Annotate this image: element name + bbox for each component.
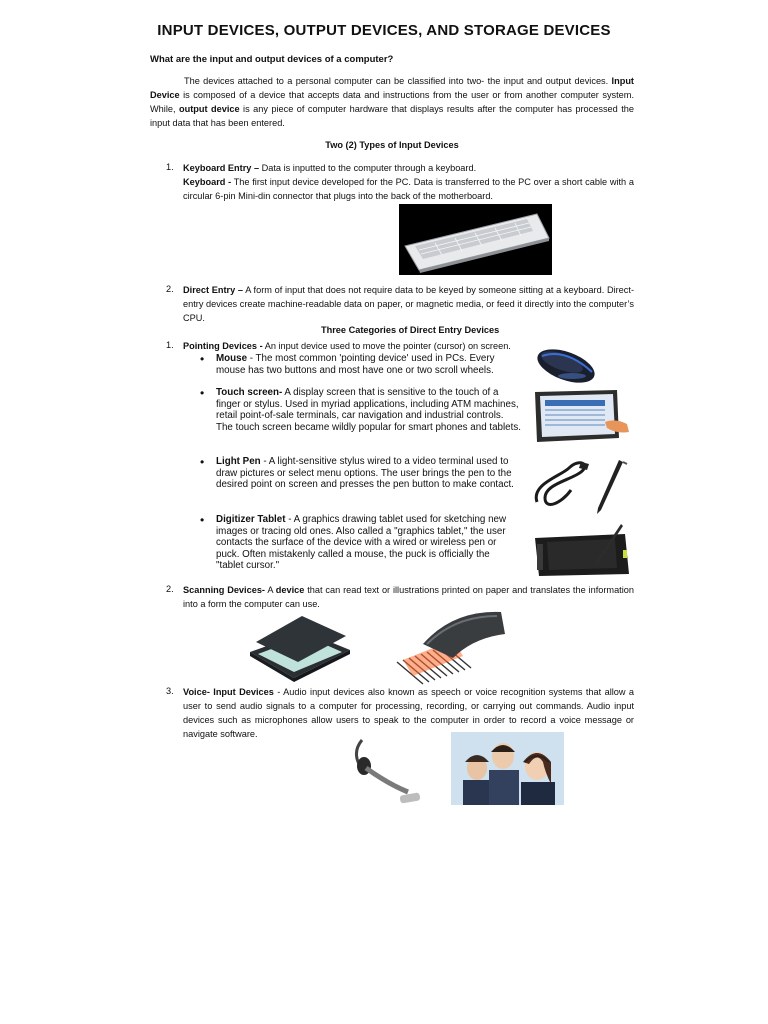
voice-input-item: Voice- Input Devices - Audio input devices also known as speech or voice recognition systems that allow a user to send audio signals to a computer for processing, recording, or carrying out commands. Audio input devices such as microphones allow users to speak to the computer in order to record a voice message or navigate software.: [183, 687, 635, 739]
barcode-scanner-image: [393, 604, 509, 686]
page-title: INPUT DEVICES, OUTPUT DEVICES, AND STORAGE DEVICES: [157, 22, 611, 39]
touch-screen-image: [531, 388, 631, 444]
mouse-image: [532, 342, 598, 386]
pointing-devices-item: Pointing Devices - An input device used to move the pointer (cursor) on screen.: [183, 341, 511, 351]
digitizer-tablet-item: Digitizer Tablet - A graphics drawing tablet used for sketching new images or tracing old ones. Also called a "graphics tablet," the user contacts the surface of the device with a wired or wireless pen or puck. Often mistakenly called a mouse, the puck is officially the "tablet cursor.": [216, 514, 507, 571]
light-pen-image: [531, 454, 631, 520]
touch-screen-item: Touch screen- A display screen that is sensitive to the touch of a finger or stylus. Used in myriad applications, including ATM machines, retail point-of-sale terminals, car navigation and industrial controls. The touch screen became wildly popular for smart phones and tablets.: [216, 387, 521, 433]
keyboard-entry-item: Keyboard Entry – Data is inputted to the computer through a keyboard. Keyboard - The first input device developed for the PC. Data is transferred to the PC over a short cable with a circular 6-pin Mini-din connector that plugs into the back of the motherboard.: [183, 163, 634, 201]
list-number: 2.: [166, 584, 174, 594]
digitizer-tablet-image: [531, 522, 631, 578]
list-number: 1.: [166, 340, 174, 350]
question-heading: What are the input and output devices of a computer?: [150, 54, 394, 65]
headset-image: [348, 732, 432, 806]
flatbed-scanner-image: [246, 612, 354, 684]
types-heading: Two (2) Types of Input Devices: [325, 140, 459, 150]
bullet-icon: •: [200, 455, 205, 469]
categories-heading: Three Categories of Direct Entry Devices: [321, 325, 500, 335]
list-number: 2.: [166, 284, 174, 294]
keyboard-image: [399, 204, 552, 275]
bullet-icon: •: [200, 386, 205, 400]
bullet-icon: •: [200, 352, 205, 366]
bullet-icon: •: [200, 513, 205, 527]
light-pen-item: Light Pen - A light-sensitive stylus wired to a video terminal used to draw pictures or select menu options. The user brings the pen to the desired point on screen and presses the pen button to make contact.: [216, 456, 514, 490]
intro-paragraph: The devices attached to a personal computer can be classified into two- the input and output devices. Input Device is composed of a device that accepts data and instructions from the user or from another computer system. While, output device is any piece of computer hardware that displays results after the computer has processed the input data that has been entered.: [150, 76, 634, 128]
direct-entry-item: Direct Entry – A form of input that does not require data to be keyed by someone sitting at a keyboard. Direct-entry devices create machine-readable data on paper, or magnetic media, or feed it directly into the computer’s CPU.: [183, 285, 634, 323]
mouse-item: Mouse - The most common 'pointing device' used in PCs. Every mouse has two buttons and most have one or two scroll wheels.: [216, 353, 495, 376]
list-number: 1.: [166, 162, 174, 172]
list-number: 3.: [166, 686, 174, 696]
call-center-image: [451, 732, 564, 805]
scanning-devices-item: Scanning Devices- A device that can read text or illustrations printed on paper and translates the information into a form the computer can use.: [183, 585, 634, 609]
